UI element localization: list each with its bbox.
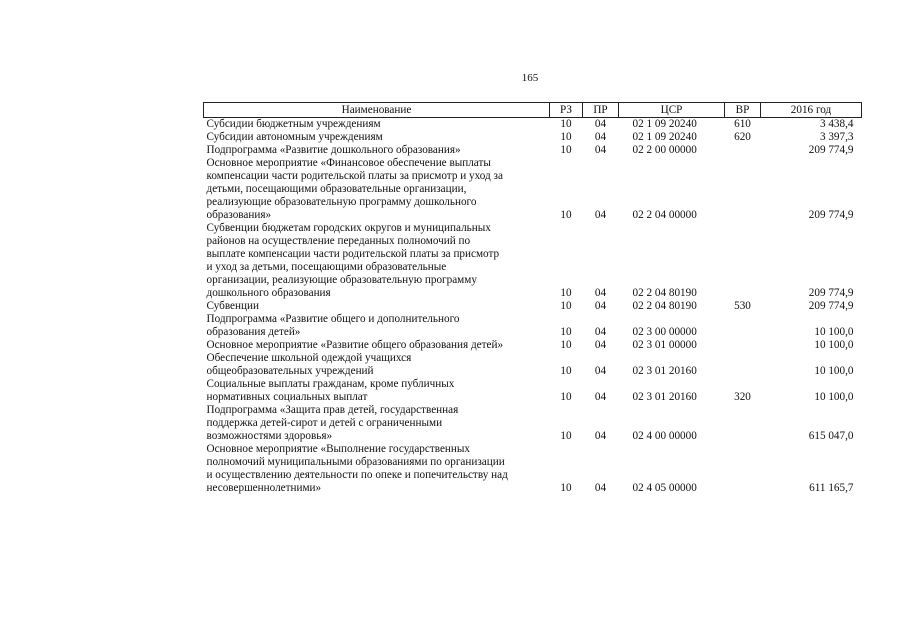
row-year: 3 397,3 <box>819 131 854 143</box>
table-row <box>204 352 862 378</box>
row-rz: 10 <box>560 287 572 299</box>
row-name: Подпрограмма «Развитие дошкольного образования» <box>206 144 461 156</box>
row-pr: 04 <box>594 482 607 494</box>
row-name: Субвенции бюджетам городских округов и муниципальных районов на осуществление переданных полномочий по выплате компенсации части родительской платы за присмотр и уход за детьми, посещающими образовательные организации, реализующие образовательную программу дошкольного образования <box>206 222 500 299</box>
row-pr: 04 <box>594 326 607 338</box>
table-row <box>204 443 862 495</box>
row-year: 209 774,9 <box>808 209 854 221</box>
header-rz: РЗ <box>550 103 583 118</box>
row-csr: 02 2 04 80190 <box>632 287 697 299</box>
row-year: 3 438,4 <box>819 118 854 130</box>
row-vr <box>725 313 761 339</box>
row-vr: 610 <box>734 118 751 130</box>
row-csr: 02 1 09 20240 <box>632 131 697 143</box>
row-name: Основное мероприятие «Финансовое обеспечение выплаты компенсации части родительской платы за присмотр и уход за детьми, посещающими образовательные организации, реализующие образовательную программу дошкольного образования» <box>206 157 503 221</box>
table-row <box>204 313 862 339</box>
row-year: 10 100,0 <box>814 339 854 351</box>
row-csr: 02 3 01 20160 <box>632 391 697 403</box>
row-pr: 04 <box>594 430 607 442</box>
row-csr: 02 4 05 00000 <box>632 482 697 494</box>
row-pr: 04 <box>594 209 607 221</box>
table-row <box>204 144 862 157</box>
row-name: Подпрограмма «Защита прав детей, государственная поддержка детей-сирот и детей с ограниченными возможностями здоровья» <box>206 404 459 442</box>
row-vr <box>725 339 761 352</box>
row-csr: 02 2 00 00000 <box>632 144 697 156</box>
row-pr: 04 <box>594 365 607 377</box>
row-csr: 02 3 01 20160 <box>632 365 697 377</box>
row-vr <box>725 157 761 222</box>
row-rz: 10 <box>560 430 572 442</box>
row-rz: 10 <box>560 365 572 377</box>
row-rz: 10 <box>560 144 572 156</box>
table-row <box>204 339 862 352</box>
row-pr: 04 <box>594 300 607 312</box>
row-vr <box>725 222 761 300</box>
row-rz: 10 <box>560 209 572 221</box>
row-pr: 04 <box>594 118 607 130</box>
row-name: Обеспечение школьной одеждой учащихся общеобразовательных учреждений <box>206 352 412 377</box>
row-vr <box>725 404 761 443</box>
row-name: Основное мероприятие «Развитие общего образования детей» <box>206 339 504 351</box>
row-year: 209 774,9 <box>808 300 854 312</box>
row-vr <box>725 443 761 495</box>
row-name: Субсидии автономным учреждениям <box>206 131 383 143</box>
table-header-row <box>204 103 862 118</box>
row-pr: 04 <box>594 144 607 156</box>
table-row <box>204 118 862 132</box>
row-year: 10 100,0 <box>814 326 854 338</box>
header-csr: ЦСР <box>619 103 725 118</box>
row-name: Субвенции <box>206 300 259 312</box>
row-rz: 10 <box>560 391 572 403</box>
row-year: 10 100,0 <box>814 391 854 403</box>
row-csr: 02 3 00 00000 <box>632 326 697 338</box>
table-row <box>204 300 862 313</box>
table-row <box>204 378 862 404</box>
header-vr: ВР <box>725 103 761 118</box>
row-name: Субсидии бюджетным учреждениям <box>206 118 381 130</box>
row-year: 209 774,9 <box>808 287 854 299</box>
row-csr: 02 2 04 00000 <box>632 209 697 221</box>
budget-table <box>203 102 862 495</box>
row-csr: 02 1 09 20240 <box>632 118 697 130</box>
row-csr: 02 4 00 00000 <box>632 430 697 442</box>
row-rz: 10 <box>560 326 572 338</box>
row-csr: 02 2 04 80190 <box>632 300 697 312</box>
row-vr <box>725 144 761 157</box>
row-csr: 02 3 01 00000 <box>632 339 697 351</box>
header-year: 2016 год <box>761 103 862 118</box>
row-rz: 10 <box>560 339 572 351</box>
row-name: Социальные выплаты гражданам, кроме публичных нормативных социальных выплат <box>206 378 455 403</box>
row-pr: 04 <box>594 131 607 143</box>
row-year: 615 047,0 <box>808 430 854 442</box>
row-name: Подпрограмма «Развитие общего и дополнительного образования детей» <box>206 313 460 338</box>
row-pr: 04 <box>594 287 607 299</box>
header-name: Наименование <box>204 103 550 118</box>
row-year: 611 165,7 <box>809 482 854 494</box>
row-vr: 620 <box>734 131 751 143</box>
row-vr <box>725 352 761 378</box>
table-row <box>204 157 862 222</box>
row-pr: 04 <box>594 339 607 351</box>
row-rz: 10 <box>560 300 572 312</box>
row-vr: 320 <box>734 391 751 403</box>
table-row <box>204 131 862 144</box>
row-rz: 10 <box>560 131 572 143</box>
table-row <box>204 222 862 300</box>
row-rz: 10 <box>560 482 572 494</box>
row-rz: 10 <box>560 118 572 130</box>
row-name: Основное мероприятие «Выполнение государственных полномочий муниципальными образованиями по организации и осуществлению деятельности по опеке и попечительству над несовершеннолетними» <box>206 443 508 494</box>
row-pr: 04 <box>594 391 607 403</box>
row-vr: 530 <box>734 300 751 312</box>
table-row <box>204 404 862 443</box>
row-year: 209 774,9 <box>808 144 854 156</box>
page-number: 165 <box>521 72 539 84</box>
header-pr: ПР <box>583 103 619 118</box>
row-year: 10 100,0 <box>814 365 854 377</box>
